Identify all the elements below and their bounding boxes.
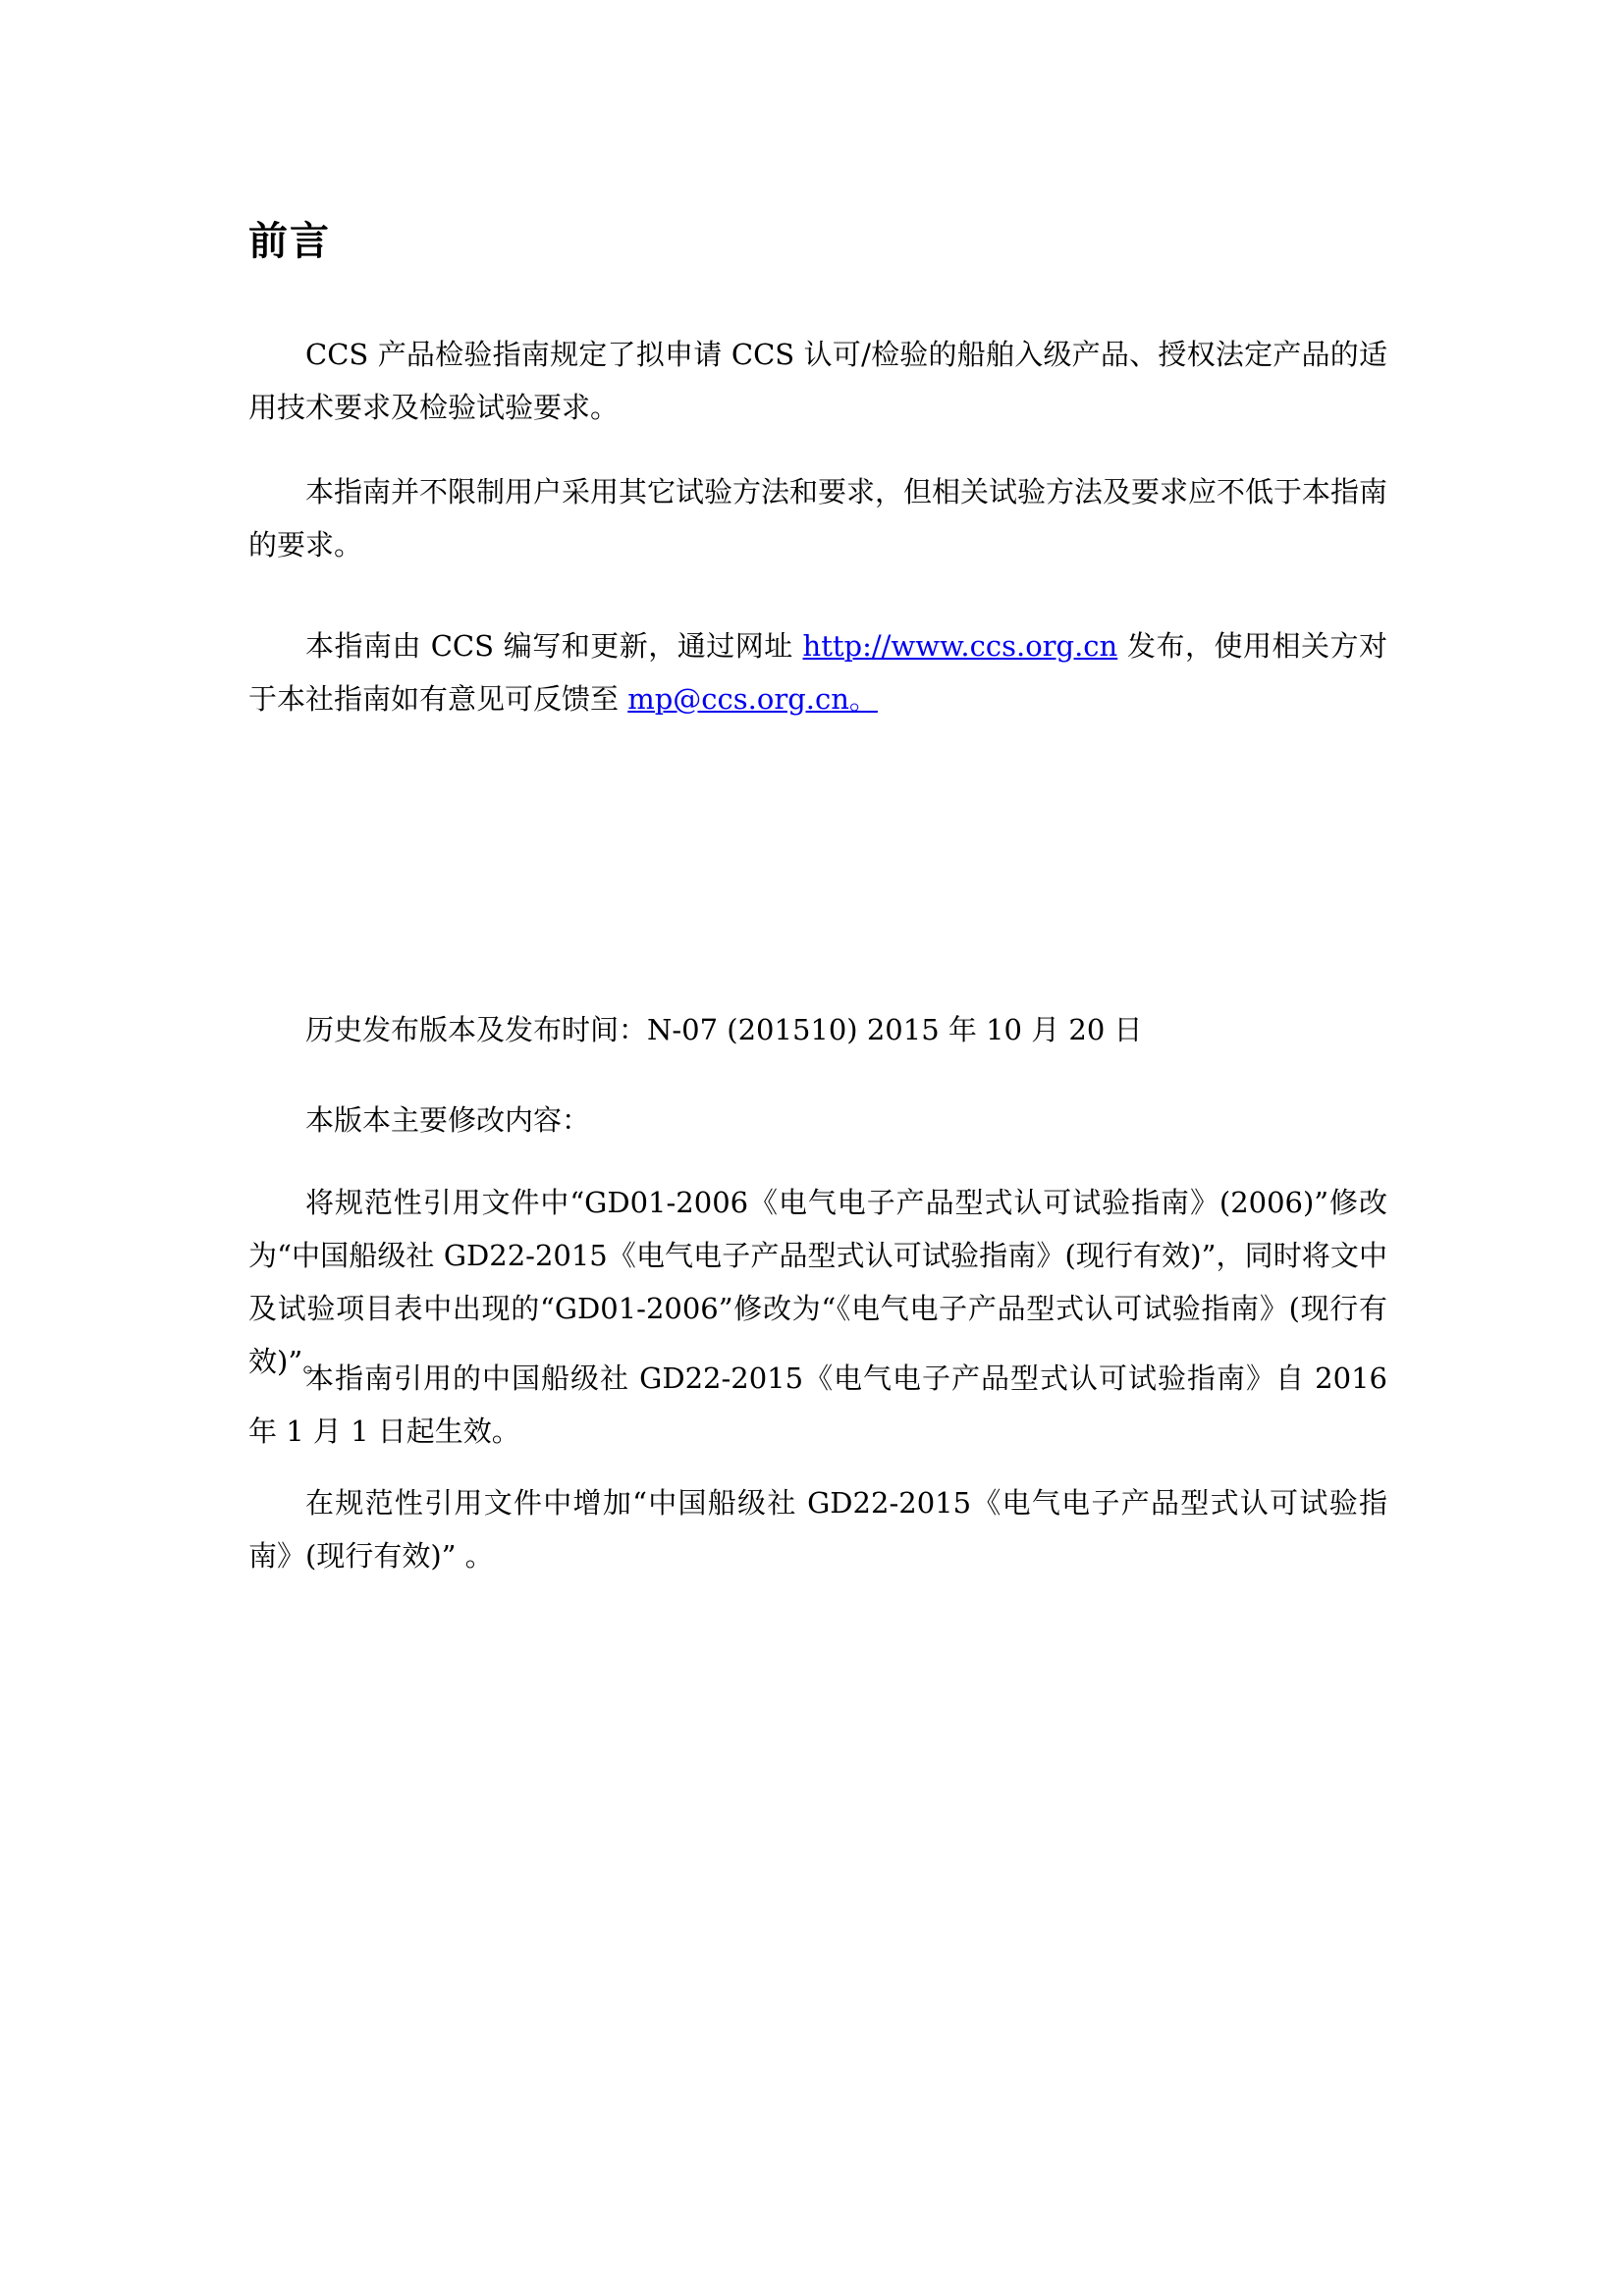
feedback-text-start: 本指南由 CCS 编写和更新，通过网址 [305, 629, 803, 663]
release-history: 历史发布版本及发布时间：N-07 (201510) 2015 年 10 月 20 日 [305, 1013, 1143, 1046]
page-title: 前言 [248, 218, 331, 264]
change-item-effective-date: 本指南引用的中国船级社 GD22-2015《电气电子产品型式认可试验指南》自 2016 年 1 月 1 日起生效。 [248, 1362, 1387, 1448]
intro-paragraph-feedback [248, 619, 1387, 725]
email-link[interactable]: mp@ccs.org.cn。 [627, 682, 878, 716]
change-item-reference-added: 在规范性引用文件中增加“中国船级社 GD22-2015《电气电子产品型式认可试验指南》(现行有效)” 。 [248, 1486, 1387, 1573]
change-item-reference-update: 将规范性引用文件中“GD01-2006《电气电子产品型式认可试验指南》(2006)”修改为“中国船级社 GD22-2015《电气电子产品型式认可试验指南》(现行有效)”，同时将文中及试验项目表中出现的“GD01-2006”修改为“《电气电子产品型式认可试验指南》(现行有效)”。 [248, 1186, 1387, 1378]
feedback-text-middle: 发布，使用相关方对于本社指南如有意见可反馈至 [248, 629, 1388, 716]
website-link[interactable]: http://www.ccs.org.cn [802, 629, 1118, 663]
changes-heading: 本版本主要修改内容： [305, 1103, 591, 1137]
intro-paragraph-scope: CCS 产品检验指南规定了拟申请 CCS 认可/检验的船舶入级产品、授权法定产品的适用技术要求及检验试验要求。 [248, 338, 1387, 424]
intro-paragraph-methods: 本指南并不限制用户采用其它试验方法和要求，但相关试验方法及要求应不低于本指南的要求。 [248, 475, 1388, 561]
